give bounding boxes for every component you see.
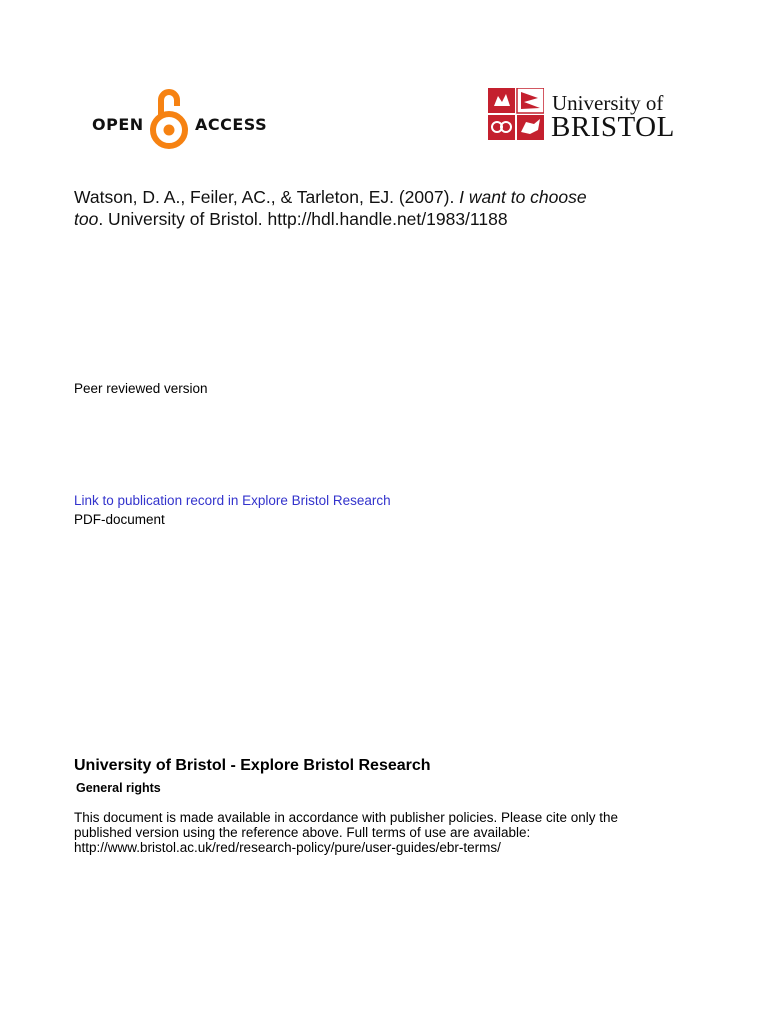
citation-title-part2: too (74, 209, 99, 229)
rights-body-line: This document is made available in accordance with publisher policies. Please cite only the (74, 810, 619, 825)
publication-record-link[interactable]: Link to publication record in Explore Bristol Research (74, 493, 391, 508)
rights-body-line: published version using the reference above. Full terms of use are available: (74, 825, 531, 840)
open-access-access-word: ACCESS (195, 115, 268, 134)
rights-body (74, 810, 724, 855)
citation-title-part1: I want to choose (459, 187, 587, 207)
open-access-logo (92, 86, 272, 152)
version-label: Peer reviewed version (74, 381, 208, 396)
document-type-label: PDF-document (74, 512, 165, 527)
rights-heading: University of Bristol - Explore Bristol Research (74, 757, 431, 774)
citation-authors-year: Watson, D. A., Feiler, AC., & Tarleton, EJ. (2007). (74, 187, 460, 207)
bristol-logo-line2: BRISTOL (551, 111, 675, 143)
bristol-logo-line1: University of (552, 91, 664, 115)
open-access-lock-icon (147, 86, 191, 152)
general-rights-subheading: General rights (76, 781, 161, 795)
university-of-bristol-logo (488, 88, 688, 142)
open-access-open-word: OPEN (92, 115, 144, 134)
rights-body-line: http://www.bristol.ac.uk/red/research-policy/pure/user-guides/ebr-terms/ (74, 840, 501, 855)
citation (74, 186, 714, 230)
bristol-crest-icon (488, 88, 544, 140)
citation-publisher-handle: . University of Bristol. http://hdl.handle.net/1983/1188 (98, 209, 508, 229)
